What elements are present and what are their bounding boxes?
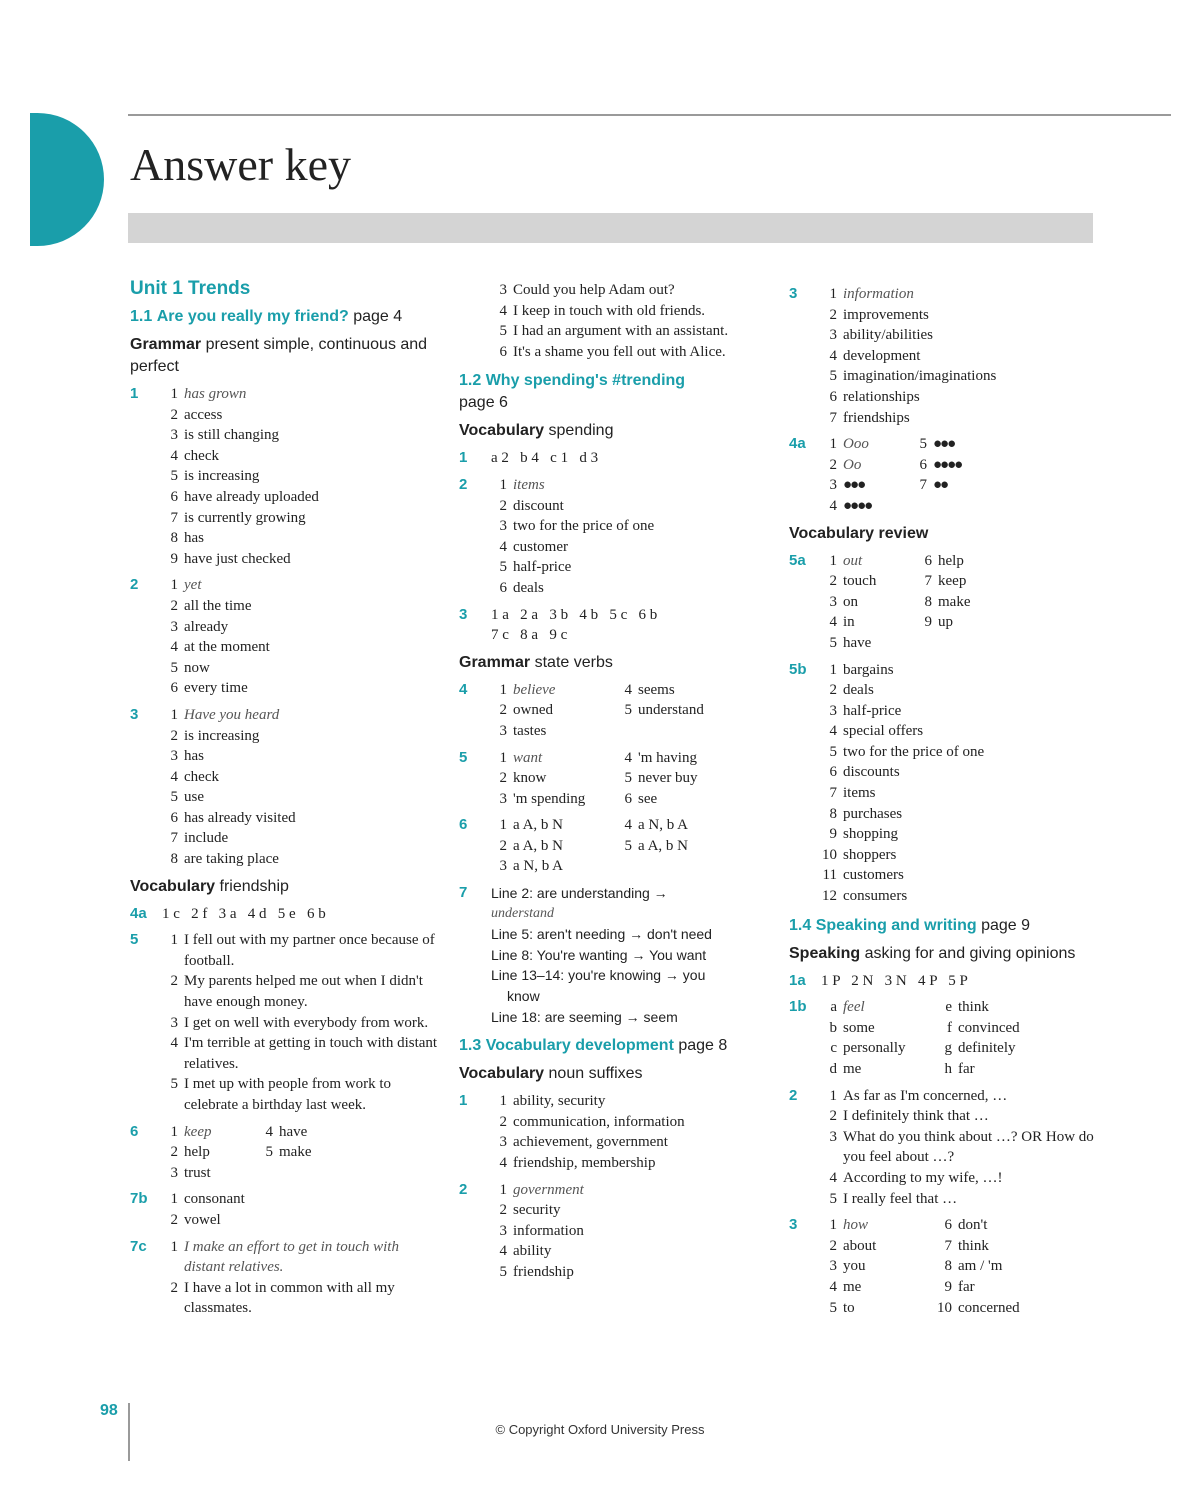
exercise-6-state-verbs: 6 1 a A, b N 2 a A, b N 3 a N, b A 4 a N, b A 5 a A, b N	[459, 816, 688, 875]
exercise-6: 6 1 keep 2 help 3 trust 4 have 5 make	[130, 1122, 312, 1181]
exercise-4a: 4a 1 c 2 f 3 a 4 d 5 e 6 b	[130, 904, 326, 922]
exercise-4-state-verbs: 4 1 believe 2 owned 3 tastes 4 seems 5 understand	[459, 680, 704, 739]
page-number: 98	[100, 1402, 118, 1419]
exercise-5-state-verbs: 5 1 want 2 know 3 'm spending 4 'm having 5 never buy 6 see	[459, 748, 698, 807]
section-heading-1-1: 1.1 Are you really my friend? page 4	[130, 308, 403, 325]
exercise-5b: 5b 1 bargains 2 deals 3 half-price 4 special offers 5 two for the price of one 6 discounts 7 items 8 purchases 9 shopping 10 shoppers 11 customers 12 consumers	[789, 660, 985, 905]
exercise-3-suffixes: 3 1 information 2 improvements 3 ability/abilities 4 development 5 imagination/imaginations 6 relationships 7 friendships	[789, 285, 997, 426]
exercise-1a-speaking: 1a 1 P 2 N 3 N 4 P 5 P	[789, 971, 968, 989]
grammar-heading: Grammar present simple, continuous and perfect	[130, 336, 428, 375]
vocabulary-heading-noun-suffixes: Vocabulary noun suffixes	[459, 1065, 643, 1083]
grammar-heading-state-verbs: Grammar state verbs	[459, 653, 613, 671]
header-bar	[128, 213, 1093, 243]
exercise-1-suffixes: 1 1 ability, security 2 communication, information 3 achievement, government 4 friendship, membership	[459, 1092, 685, 1171]
exercise-1: 1 1 has grown 2 access 3 is still changing 4 check 5 is increasing 6 have already uploaded 7 is currently growing 8 has 9 have just checked	[130, 385, 319, 567]
exercise-2: 2 1 yet 2 all the time 3 already 4 at the moment 5 now 6 every time	[130, 576, 270, 697]
vocabulary-heading-friendship: Vocabulary friendship	[130, 877, 289, 895]
vocabulary-review-heading: Vocabulary review	[789, 524, 929, 542]
section-heading-1-2: 1.2 Why spending's #trending page 6	[459, 372, 686, 412]
exercise-2-speaking: 2 1 As far as I'm concerned, … 2 I definitely think that … 3 What do you think about …? OR How do you feel about …? 4 According to my wife, …! 5 I really feel that …	[789, 1086, 1094, 1207]
exercise-1-spending: 1 a 2 b 4 c 1 d 3	[459, 449, 599, 467]
unit-heading: Unit 1 Trends	[130, 278, 251, 299]
exercise-5a: 5a 1 out 2 touch 3 on 4 in 5 have 6 help 7 keep 8 make 9 up	[789, 551, 971, 651]
exercise-7c-continued: 3 Could you help Adam out? 4 I keep in touch with old friends. 5 I had an argument with an assistant. 6 It's a shame you fell out with Alice.	[499, 282, 729, 360]
column-1	[130, 276, 440, 1319]
section-heading-1-3: 1.3 Vocabulary development page 8	[459, 1037, 728, 1055]
top-rule	[128, 114, 1171, 116]
exercise-5: 5 1 I fell out with my partner once because of football. 2 My parents helped me out when I didn't have enough money. 3 I get on well with everybody from work. 4 I'm terrible at getting in touch with distant relatives. 5 I met up with people from work to celebrate a birthday last week.	[130, 931, 438, 1113]
speaking-heading: Speaking asking for and giving opinions	[789, 944, 1076, 962]
exercise-7b: 7b 1 consonant 2 vowel	[130, 1190, 245, 1228]
exercise-2-spending: 2 1 items 2 discount 3 two for the price of one 4 customer 5 half-price 6 deals	[459, 475, 655, 596]
exercise-4a-stress: 4a 1 Ooo 2 Oo 3 ●●● 4 ●●●● 5 ●●● 6 ●●●● 7 ●●	[789, 435, 962, 514]
exercise-1b-speaking: 1b a feel b some c personally d me e think f convinced g definitely h far	[789, 998, 1020, 1077]
exercise-3-spending: 3 1 a 2 a 3 b 4 b 5 c 6 b 7 c 8 a 9 c	[459, 605, 658, 644]
section-heading-1-4: 1.4 Speaking and writing page 9	[789, 916, 1030, 934]
exercise-2-suffixes: 2 1 government 2 security 3 information 4 ability 5 friendship	[459, 1180, 584, 1280]
section-tab	[30, 113, 104, 246]
vocabulary-heading-spending: Vocabulary spending	[459, 422, 614, 440]
exercise-7-state-verbs: 7 Line 2: are understanding → understand Line 5: aren't needing → don't need Line 8: You're wanting → You want Line 13–14: you're knowing → you know Line 18: are seeming → seem	[459, 884, 712, 1025]
copyright-notice: © Copyright Oxford University Press	[495, 1422, 705, 1437]
exercise-7c: 7c 1 I make an effort to get in touch with distant relatives. 2 I have a lot in common with all my classmates.	[130, 1237, 399, 1317]
page-title: Answer key	[130, 139, 351, 190]
column-2	[459, 276, 779, 1283]
exercise-3: 3 1 Have you heard 2 is increasing 3 has 4 check 5 use 6 has already visited 7 include 8 are taking place	[130, 705, 296, 868]
exercise-3-speaking: 3 1 how 2 about 3 you 4 me 5 to 6 don't 7 think 8 am / 'm 9 far 10 concerned	[789, 1216, 1020, 1316]
column-3	[789, 276, 1109, 1318]
